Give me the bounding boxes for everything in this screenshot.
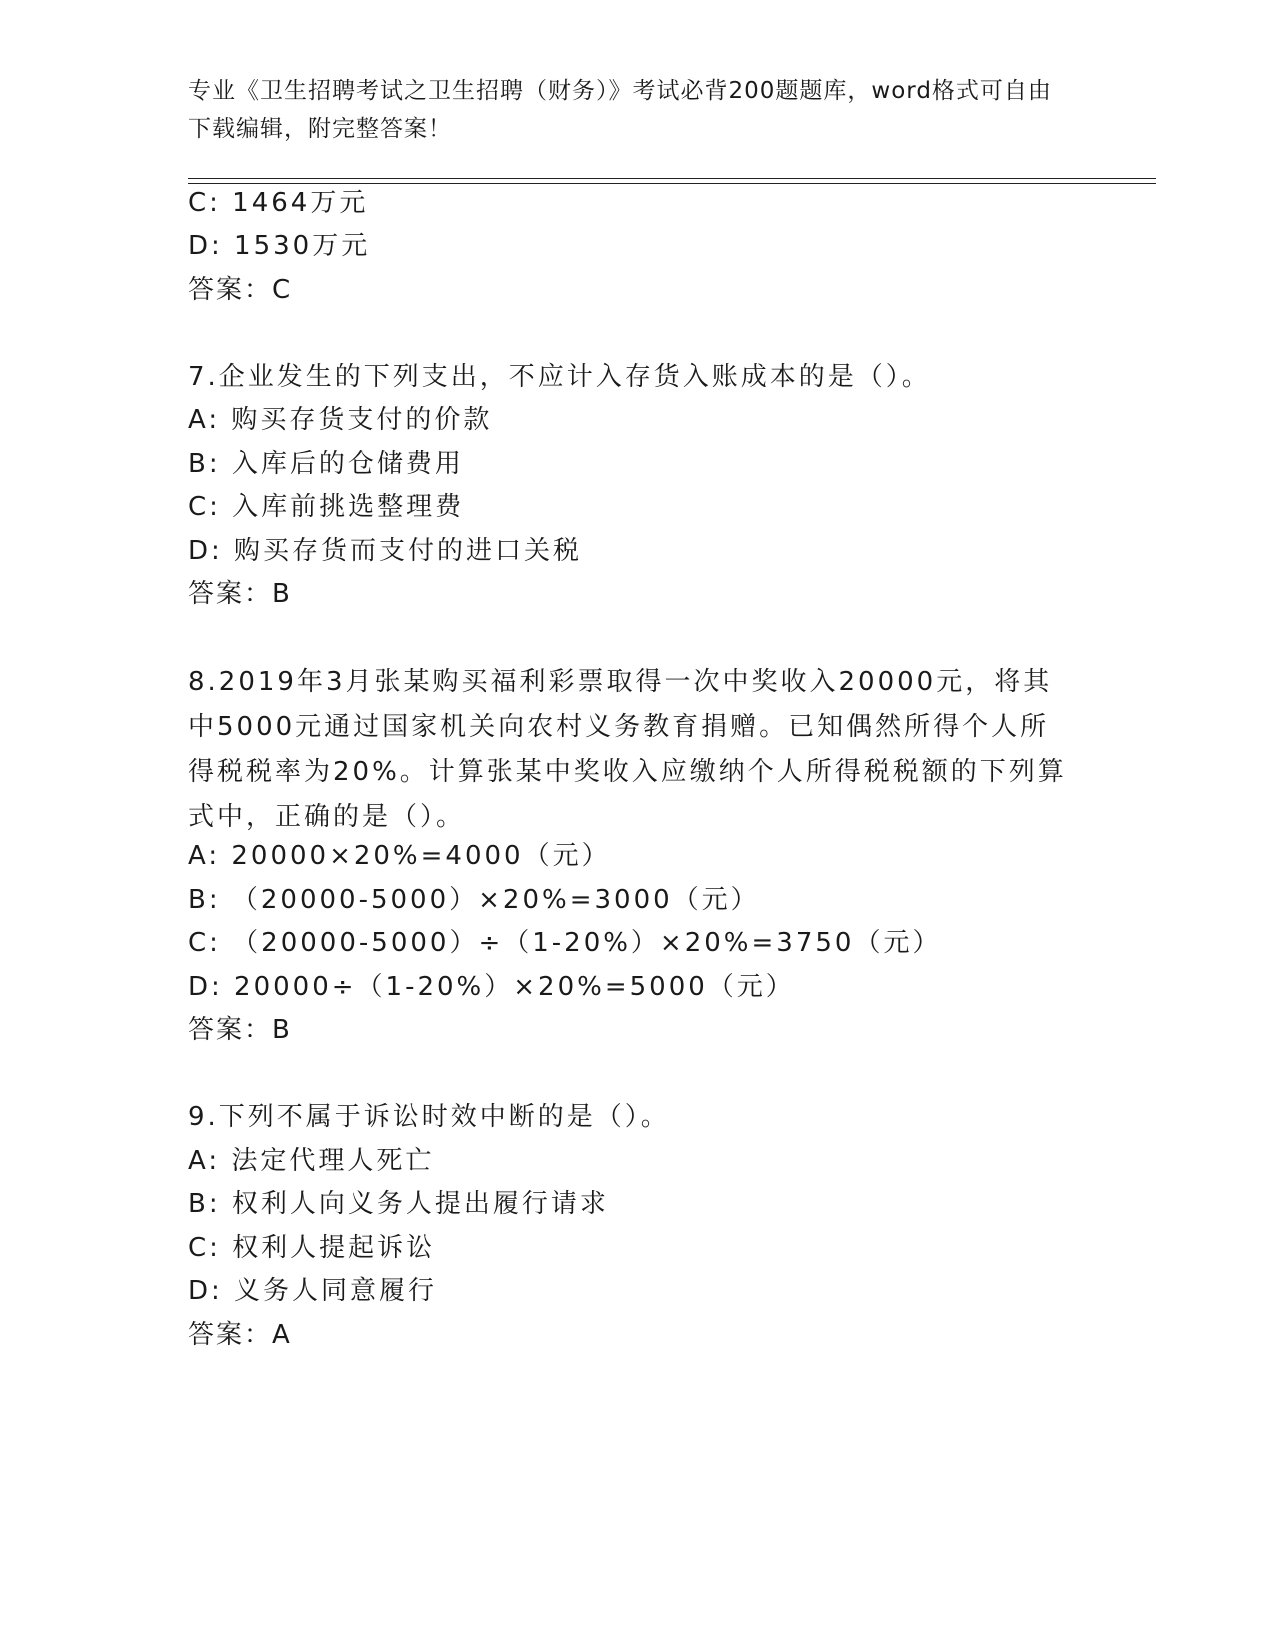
q6-answer: 答案：C xyxy=(188,275,293,305)
q6-option-c: C: 1464万元 xyxy=(188,188,369,218)
q9-option-a: A: 法定代理人死亡 xyxy=(188,1146,435,1176)
q7-option-a: A: 购买存货支付的价款 xyxy=(188,405,493,435)
document-header: 专业《卫生招聘考试之卫生招聘（财务）》考试必背200题题库，word格式可自由下载编辑，附完整答案！ xyxy=(188,78,1052,142)
q7-option-b: B: 入库后的仓储费用 xyxy=(188,449,464,479)
q8-option-b: B: （20000-5000）×20%=3000（元） xyxy=(188,885,760,915)
q7-option-d: D: 购买存货而支付的进口关税 xyxy=(188,536,583,566)
q7-option-c: C: 入库前挑选整理费 xyxy=(188,492,465,522)
q9-answer: 答案：A xyxy=(188,1320,292,1350)
header-divider-top xyxy=(188,178,1156,179)
q9-option-c: C: 权利人提起诉讼 xyxy=(188,1233,436,1263)
q8-option-c: C: （20000-5000）÷（1-20%）×20%=3750（元） xyxy=(188,928,942,958)
q9-stem: 9.下列不属于诉讼时效中断的是（）。 xyxy=(188,1102,670,1132)
q9-option-d: D: 义务人同意履行 xyxy=(188,1276,438,1306)
q8-option-d: D: 20000÷（1-20%）×20%=5000（元） xyxy=(188,972,795,1002)
header-divider-bottom xyxy=(188,183,1156,184)
q8-option-a: A: 20000×20%=4000（元） xyxy=(188,841,611,871)
q6-option-d: D: 1530万元 xyxy=(188,231,371,261)
q8-stem: 8.2019年3月张某购买福利彩票取得一次中奖收入20000元，将其中5000元通过国家机关向农村义务教育捐赠。已知偶然所得个人所得税税率为20%。计算张某中奖收入应缴纳个人所得税税额的下列算式中，正确的是（）。 xyxy=(188,667,1067,832)
q9-option-b: B: 权利人向义务人提出履行请求 xyxy=(188,1189,609,1219)
q8-answer: 答案：B xyxy=(188,1015,292,1045)
q7-stem: 7.企业发生的下列支出，不应计入存货入账成本的是（）。 xyxy=(188,362,931,392)
q7-answer: 答案：B xyxy=(188,579,292,609)
